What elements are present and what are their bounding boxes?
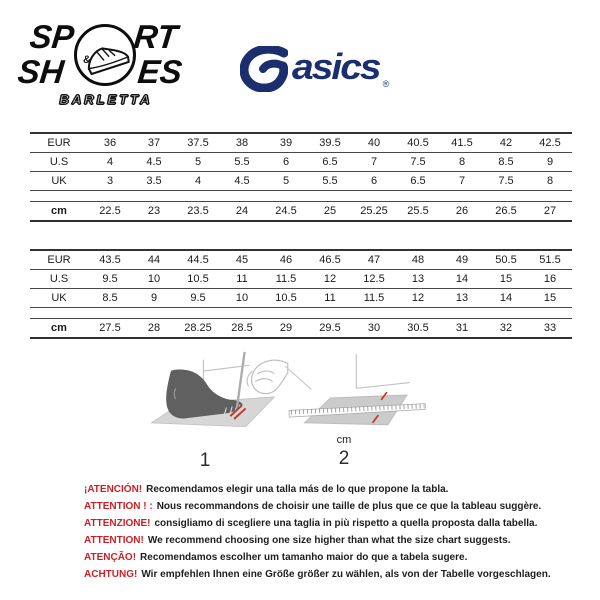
table-row-us bbox=[30, 153, 572, 172]
step-2-number: 2 bbox=[338, 448, 350, 469]
size-cell: 10 bbox=[147, 273, 161, 285]
warning-line bbox=[84, 566, 594, 583]
sneaker-drawing bbox=[77, 27, 133, 83]
step-1-number: 1 bbox=[199, 450, 211, 471]
size-cell: 5 bbox=[282, 175, 290, 187]
registered-trademark: ® bbox=[382, 79, 390, 89]
size-cell: 7.5 bbox=[498, 175, 514, 187]
table-row-gap bbox=[30, 308, 572, 318]
warning-prefix: ATTENTION ! : bbox=[84, 501, 153, 512]
warning-text: Recomendamos elegir una talla más de lo que propone la tabla. bbox=[146, 484, 449, 495]
size-cell: 8 bbox=[546, 175, 554, 187]
size-cell: 7.5 bbox=[410, 156, 426, 168]
size-cell: 33 bbox=[543, 322, 557, 334]
size-cell: 7 bbox=[370, 156, 378, 168]
size-cell: 42 bbox=[499, 137, 513, 149]
warning-prefix: ¡ATENCIÓN! bbox=[84, 484, 143, 495]
size-cell: 45 bbox=[235, 254, 249, 266]
size-cell: 9.5 bbox=[190, 292, 206, 304]
ruler-measure-icon bbox=[282, 350, 442, 442]
size-cell: 9 bbox=[546, 156, 554, 168]
row-label: EUR bbox=[47, 137, 71, 149]
size-cell: 15 bbox=[543, 292, 557, 304]
size-cell: 14 bbox=[455, 273, 469, 285]
table-row-uk bbox=[30, 289, 572, 308]
size-cell: 47 bbox=[367, 254, 381, 266]
size-cell: 9 bbox=[150, 292, 158, 304]
table-row-eur bbox=[30, 251, 572, 270]
warning-text: Nous recommandons de choisir une taille de plus que ce que la tableau suggère. bbox=[156, 501, 542, 512]
size-cell: 8.5 bbox=[102, 292, 118, 304]
table-row-gap bbox=[30, 191, 572, 201]
size-cell: 25 bbox=[323, 205, 337, 217]
size-cell: 14 bbox=[499, 292, 513, 304]
row-label: U.S bbox=[49, 273, 69, 285]
row-label: U.S bbox=[49, 156, 69, 168]
row-label: cm bbox=[51, 322, 67, 334]
size-cell: 25.5 bbox=[407, 205, 429, 217]
size-cell: 23.5 bbox=[187, 205, 209, 217]
size-tables bbox=[30, 132, 572, 366]
row-label: UK bbox=[51, 175, 67, 187]
size-cell: 40 bbox=[367, 137, 381, 149]
size-cell: 3 bbox=[106, 175, 114, 187]
warnings-list bbox=[84, 481, 594, 583]
foot-measure-icon bbox=[133, 350, 293, 442]
size-cell: 29 bbox=[279, 322, 293, 334]
size-cell: 10 bbox=[235, 292, 249, 304]
warning-line bbox=[84, 532, 594, 549]
asics-wordmark: asics bbox=[292, 47, 380, 88]
warning-prefix: ATTENTION! bbox=[84, 535, 144, 546]
size-cell: 11.5 bbox=[363, 292, 385, 304]
warning-text: Recomendamos escolher um tamanho maior do que a tabela sugere. bbox=[140, 552, 468, 563]
warning-line bbox=[84, 498, 594, 515]
size-cell: 6 bbox=[282, 156, 290, 168]
size-cell: 46.5 bbox=[319, 254, 341, 266]
size-cell: 13 bbox=[411, 273, 425, 285]
table-row-cm bbox=[30, 201, 572, 222]
size-cell: 48 bbox=[411, 254, 425, 266]
size-cell: 39 bbox=[279, 137, 293, 149]
size-cell: 41.5 bbox=[451, 137, 473, 149]
size-cell: 3.5 bbox=[146, 175, 162, 187]
warning-prefix: ATENÇÃO! bbox=[84, 552, 137, 563]
asics-spiral-icon bbox=[240, 46, 288, 92]
size-cell: 8.5 bbox=[498, 156, 514, 168]
size-cell: 25.25 bbox=[360, 205, 388, 217]
size-cell: 12 bbox=[323, 273, 337, 285]
size-cell: 12 bbox=[411, 292, 425, 304]
sport-logo-text-rt: RT bbox=[132, 18, 180, 55]
size-cell: 7 bbox=[458, 175, 466, 187]
size-cell: 13 bbox=[455, 292, 469, 304]
size-cell: 38 bbox=[235, 137, 249, 149]
warning-text: Wir empfehlen Ihnen eine Größe größer zu wählen, als von der Tabelle vorgeschlagen. bbox=[141, 569, 551, 580]
size-cell: 32 bbox=[499, 322, 513, 334]
warning-line bbox=[84, 481, 594, 498]
asics-logo bbox=[240, 46, 389, 92]
size-cell: 5.5 bbox=[234, 156, 250, 168]
size-cell: 46 bbox=[279, 254, 293, 266]
size-cell: 11 bbox=[236, 273, 248, 285]
row-label: EUR bbox=[47, 254, 71, 266]
size-cell: 28.5 bbox=[231, 322, 253, 334]
table-row-us bbox=[30, 270, 572, 289]
sport-logo-text-es: ES bbox=[136, 53, 184, 90]
size-cell: 12.5 bbox=[363, 273, 385, 285]
size-cell: 27 bbox=[543, 205, 557, 217]
size-cell: 31 bbox=[455, 322, 469, 334]
warning-prefix: ATTENZIONE! bbox=[84, 518, 151, 529]
size-cell: 6 bbox=[370, 175, 378, 187]
row-label: cm bbox=[51, 205, 67, 217]
size-cell: 28 bbox=[147, 322, 161, 334]
size-cell: 30.5 bbox=[407, 322, 429, 334]
size-cell: 26 bbox=[455, 205, 469, 217]
size-cell: 9.5 bbox=[102, 273, 118, 285]
size-cell: 40.5 bbox=[407, 137, 429, 149]
sport-shoes-logo bbox=[16, 14, 196, 112]
sneaker-icon bbox=[74, 24, 136, 86]
table-row-eur bbox=[30, 134, 572, 153]
size-cell: 27.5 bbox=[99, 322, 121, 334]
size-cell: 42.5 bbox=[539, 137, 561, 149]
size-cell: 51.5 bbox=[539, 254, 561, 266]
size-cell: 44.5 bbox=[187, 254, 209, 266]
size-cell: 43.5 bbox=[99, 254, 121, 266]
size-cell: 36 bbox=[103, 137, 117, 149]
size-cell: 16 bbox=[543, 273, 557, 285]
cm-unit-label: cm bbox=[336, 434, 352, 446]
table-row-cm bbox=[30, 318, 572, 339]
size-cell: 4 bbox=[194, 175, 202, 187]
measure-step-2 bbox=[282, 350, 442, 470]
size-cell: 37 bbox=[147, 137, 161, 149]
size-cell: 4 bbox=[106, 156, 114, 168]
sport-logo-text-sh: SH bbox=[16, 53, 66, 90]
size-cell: 23 bbox=[147, 205, 161, 217]
warning-text: We recommend choosing one size higher than what the size chart suggests. bbox=[147, 535, 511, 546]
warning-prefix: ACHTUNG! bbox=[84, 569, 138, 580]
size-cell: 29.5 bbox=[319, 322, 341, 334]
size-cell: 24.5 bbox=[275, 205, 297, 217]
size-cell: 26.5 bbox=[495, 205, 517, 217]
warning-line bbox=[84, 549, 594, 566]
size-cell: 10.5 bbox=[275, 292, 297, 304]
warning-text: consigliamo di scegliere una taglia in più rispetto a quella proposta dalla tabella. bbox=[154, 518, 538, 529]
size-cell: 11.5 bbox=[275, 273, 297, 285]
size-cell: 30 bbox=[367, 322, 381, 334]
sport-logo-text-sp: SP bbox=[28, 18, 76, 55]
size-cell: 50.5 bbox=[495, 254, 517, 266]
size-cell: 37.5 bbox=[187, 137, 209, 149]
size-cell: 49 bbox=[455, 254, 469, 266]
size-cell: 15 bbox=[499, 273, 513, 285]
size-table-1 bbox=[30, 132, 572, 222]
size-cell: 11 bbox=[324, 292, 336, 304]
store-city-label: BARLETTA bbox=[59, 92, 153, 107]
size-cell: 6.5 bbox=[410, 175, 426, 187]
size-cell: 5.5 bbox=[322, 175, 338, 187]
size-cell: 28.25 bbox=[184, 322, 212, 334]
size-cell: 39.5 bbox=[319, 137, 341, 149]
size-table-2 bbox=[30, 249, 572, 339]
size-cell: 5 bbox=[194, 156, 202, 168]
size-cell: 4.5 bbox=[234, 175, 250, 187]
size-cell: 6.5 bbox=[322, 156, 338, 168]
row-label: UK bbox=[51, 292, 67, 304]
warning-line bbox=[84, 515, 594, 532]
size-cell: 8 bbox=[458, 156, 466, 168]
size-cell: 10.5 bbox=[187, 273, 209, 285]
size-cell: 22.5 bbox=[99, 205, 121, 217]
size-cell: 44 bbox=[147, 254, 161, 266]
table-row-uk bbox=[30, 172, 572, 191]
size-cell: 4.5 bbox=[146, 156, 162, 168]
size-cell: 24 bbox=[235, 205, 249, 217]
ampersand-glyph: & bbox=[83, 54, 91, 66]
